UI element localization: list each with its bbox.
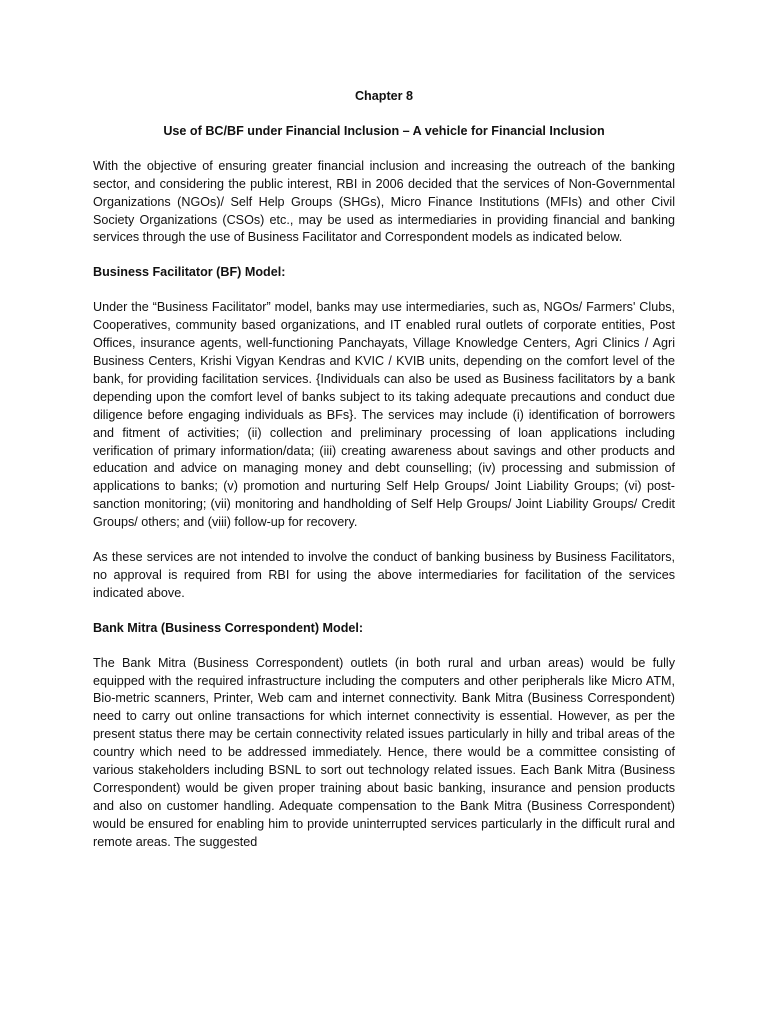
bf-heading: Business Facilitator (BF) Model: xyxy=(93,265,286,280)
document-page xyxy=(93,88,675,869)
document-title: Use of BC/BF under Financial Inclusion – A vehicle for Financial Inclusion xyxy=(163,123,605,138)
chapter-label: Chapter 8 xyxy=(354,89,414,103)
bf-paragraph: Under the “Business Facilitator” model, banks may use intermediaries, such as, NGOs/ Farmers' Clubs, Cooperatives, community based organizations, and IT enabled rural outlets of corporate entities, Post Offices, insurance agents, well-functioning Panchayats, Village Knowledge Centers, Agri Clinics / Agri Business Centers, Krishi Vigyan Kendras and KVIC / KVIB units, depending on the comfort level of the bank, for providing facilitation services. {Individuals can also be used as Business facilitators by a bank depending upon the comfort level of banks subject to its taking adequate precautions and conduct due diligence before engaging individuals as BFs}. The services may include (i) identification of borrowers and fitment of activities; (ii) collection and preliminary processing of loan applications including verification of primary information/data; (iii) creating awareness about savings and other products and education and advice on managing money and debt counselling; (iv) processing and submission of applications to banks; (v) promotion and nurturing Self Help Groups/ Joint Liability Groups; (vi) post-sanction monitoring; (vii) monitoring and handholding of Self Help Groups/ Joint Liability Groups/ Credit Groups/ others; and (viii) follow-up for recovery. xyxy=(93,300,675,530)
intro-paragraph: With the objective of ensuring greater financial inclusion and increasing the outreach of the banking sector, and considering the public interest, RBI in 2006 decided that the services of Non-Governmental Organizations (NGOs)/ Self Help Groups (SHGs), Micro Finance Institutions (MFIs) and other Civil Society Organizations (CSOs) etc., may be used as intermediaries in providing financial and banking services through the use of Business Facilitator and Correspondent models as indicated below. xyxy=(93,158,675,245)
bc-heading: Bank Mitra (Business Correspondent) Model: xyxy=(93,620,364,635)
bc-paragraph: The Bank Mitra (Business Correspondent) outlets (in both rural and urban areas) would be fully equipped with the required infrastructure including the computers and other peripherals like Micro ATM, Bio-metric scanners, Printer, Web cam and internet connectivity. Bank Mitra (Business Correspondent) need to carry out online transactions for which internet connectivity is essential. However, as per the present status there may be certain connectivity related issues particularly in hilly and tribal areas of the country which need to be addressed immediately. Hence, there would be a committee consisting of various stakeholders including BSNL to sort out technology related issues. Each Bank Mitra (Business Correspondent) would be given proper training about basic banking, insurance and pension products and also on customer handling. Adequate compensation to the Bank Mitra (Business Correspondent) would be ensured for enabling him to provide uninterrupted services particularly in the difficult rural and remote areas. The suggested xyxy=(93,655,675,849)
bf-note-paragraph: As these services are not intended to involve the conduct of banking business by Business Facilitators, no approval is required from RBI for using the above intermediaries for facilitation of the services indicated above. xyxy=(93,550,675,600)
